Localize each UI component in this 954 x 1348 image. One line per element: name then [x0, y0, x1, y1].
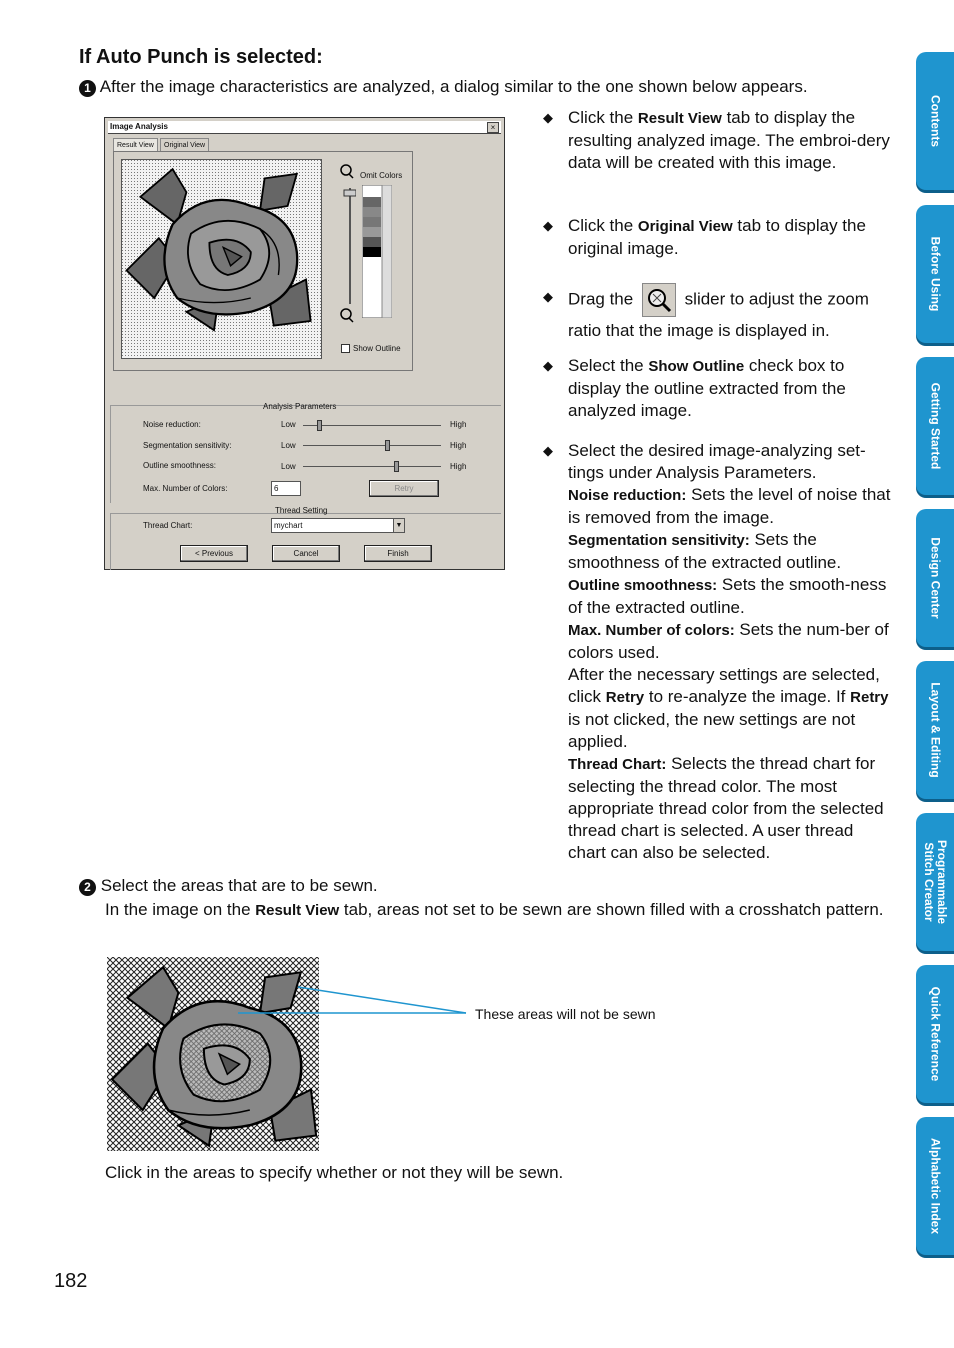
- side-tab-label: Getting Started: [928, 382, 943, 470]
- side-tab-design-center[interactable]: [916, 509, 954, 647]
- outline-smoothness-label: Outline smoothness:: [143, 461, 216, 470]
- segmentation-label: Segmentation sensitivity:: [143, 441, 232, 450]
- desc-noise-text: Sets the level of noise that is removed from the image.: [568, 485, 891, 527]
- bullet-4-bold: Show Outline: [648, 358, 745, 375]
- close-icon[interactable]: ×: [487, 122, 499, 133]
- diamond-bullet-icon: ◆: [543, 443, 553, 458]
- thread-chart-label: Thread Chart:: [143, 521, 193, 530]
- color-list[interactable]: [362, 185, 392, 318]
- finish-button[interactable]: Finish: [364, 545, 432, 562]
- desc-thread-chart-term: Thread Chart:: [568, 756, 667, 773]
- desc-max-colors-text: Sets the num-ber of colors used.: [568, 620, 889, 662]
- zoom-slider[interactable]: [336, 164, 356, 324]
- desc-noise-term: Noise reduction:: [568, 487, 687, 504]
- chevron-down-icon[interactable]: ▼: [393, 519, 404, 532]
- bullet-3-post: slider to adjust the zoom ratio that the image is displayed in.: [568, 289, 869, 340]
- bullet-zoom: [543, 283, 893, 339]
- desc-max-colors-term: Max. Number of colors:: [568, 622, 735, 639]
- bullet-show-outline: [543, 355, 893, 423]
- thread-chart-value: mychart: [274, 521, 303, 530]
- step-2: [79, 875, 378, 897]
- bullet-1-post: tab to display the resulting analyzed image. The embroi-dery data will be created with this image.: [568, 108, 890, 172]
- bullet-1-bold: Result View: [637, 110, 722, 127]
- desc-segmentation: [568, 529, 893, 574]
- step-2-post: tab, areas not set to be sewn are shown filled with a crosshatch pattern.: [339, 900, 884, 919]
- desc-outline: [568, 574, 893, 619]
- outline-smoothness-low: Low: [281, 462, 296, 471]
- desc-thread-chart: [568, 753, 893, 864]
- diamond-bullet-icon: ◆: [543, 358, 553, 373]
- desc-segmentation-term: Segmentation sensitivity:: [568, 532, 750, 549]
- tab-result-view[interactable]: Result View: [113, 138, 158, 152]
- side-tab-alphabetic-index[interactable]: [916, 1117, 954, 1255]
- diamond-bullet-icon: ◆: [543, 289, 553, 304]
- step-2-line1: Select the areas that are to be sewn.: [100, 876, 378, 895]
- outline-smoothness-slider[interactable]: [303, 466, 441, 467]
- desc-max-colors: [568, 619, 893, 664]
- analysis-params-title: Analysis Parameters: [263, 402, 337, 411]
- step-1-text: After the image characteristics are analyzed, a dialog similar to the one shown below appears.: [99, 77, 808, 96]
- bullet-analysis-params: [543, 440, 893, 860]
- retry-button[interactable]: Retry: [369, 480, 439, 497]
- image-analysis-dialog: [104, 117, 505, 570]
- noise-slider[interactable]: [303, 425, 441, 426]
- footer-instruction: Click in the areas to specify whether or not they will be sewn.: [105, 1163, 564, 1182]
- step-2-bold: Result View: [255, 902, 340, 919]
- callout-label: These areas will not be sewn: [475, 1006, 656, 1022]
- bullet-4-pre: Select the: [568, 356, 649, 375]
- desc-outline-term: Outline smoothness:: [568, 577, 718, 594]
- side-tab-label: Alphabetic Index: [928, 1137, 943, 1235]
- side-tab-quick-reference[interactable]: [916, 965, 954, 1103]
- cancel-button[interactable]: Cancel: [272, 545, 340, 562]
- desc-outline-text: Sets the smooth-ness of the extracted outline.: [568, 575, 887, 617]
- noise-low: Low: [281, 420, 296, 429]
- side-tab-label: Before Using: [928, 236, 943, 312]
- section-heading: If Auto Punch is selected:: [79, 46, 323, 68]
- outline-smoothness-slider-knob[interactable]: [394, 461, 399, 472]
- segmentation-slider[interactable]: [303, 445, 441, 446]
- bullet-2-post: tab to display the original image.: [568, 216, 866, 258]
- tab-original-view[interactable]: Original View: [160, 138, 209, 152]
- side-tab-programmable-stitch-creator[interactable]: [916, 813, 954, 951]
- bullet-1-pre: Click the: [568, 108, 638, 127]
- bullet-2-pre: Click the: [568, 216, 638, 235]
- bullet-4-post: check box to display the outline extracted from the analyzed image.: [568, 356, 846, 420]
- segmentation-high: High: [450, 441, 467, 450]
- desc-thread-chart-text: Selects the thread chart for selecting the thread color. The most appropriate thread color from the selected thread chart is selected. A user thread chart can also be selected.: [568, 754, 884, 862]
- step-2-number: 2: [79, 879, 96, 896]
- rose-image: [122, 160, 321, 358]
- noise-slider-knob[interactable]: [317, 420, 322, 431]
- side-tab-label: Programmable Stitch Creator: [922, 839, 949, 925]
- after-pre: After the necessary settings are selected, click: [568, 665, 880, 706]
- desc-after: [568, 664, 893, 753]
- omit-colors-label: Omit Colors: [360, 171, 403, 180]
- noise-high: High: [450, 420, 467, 429]
- bullet-2-bold: Original View: [637, 218, 733, 235]
- diamond-bullet-icon: ◆: [543, 110, 553, 125]
- show-outline-checkbox[interactable]: [341, 344, 401, 353]
- result-view-panel: [113, 151, 413, 371]
- page-number: 182: [54, 1270, 88, 1292]
- side-tab-label: Quick Reference: [928, 986, 943, 1082]
- bullet-5-text: Select the desired image-analyzing set-tings under Analysis Parameters.: [568, 441, 866, 482]
- noise-label: Noise reduction:: [143, 420, 201, 429]
- dialog-title: Image Analysis: [110, 122, 168, 131]
- desc-segmentation-text: Sets the smoothness of the extracted outline.: [568, 530, 842, 572]
- bullet-3-pre: Drag the: [568, 289, 638, 309]
- max-colors-spinner[interactable]: 6: [271, 481, 301, 496]
- side-tab-layout-editing[interactable]: [916, 661, 954, 799]
- side-tab-label: Design Center: [928, 537, 943, 619]
- step-1: [79, 76, 808, 98]
- after-mid: to re-analyze the image. If: [644, 687, 851, 706]
- outline-smoothness-high: High: [450, 462, 467, 471]
- show-outline-label: Show Outline: [353, 344, 401, 353]
- segmentation-slider-knob[interactable]: [385, 440, 390, 451]
- step-1-number: 1: [79, 80, 96, 97]
- desc-noise: [568, 484, 893, 529]
- side-tab-getting-started[interactable]: [916, 357, 954, 495]
- dialog-titlebar: [108, 121, 501, 134]
- zoom-slider-knob: [344, 190, 356, 196]
- side-tab-contents[interactable]: [916, 52, 954, 190]
- bullet-result-view: [543, 107, 893, 197]
- after-retry-1: Retry: [605, 689, 645, 706]
- max-colors-label: Max. Number of Colors:: [143, 484, 228, 493]
- zoom-icon: [642, 283, 676, 317]
- checkbox-box[interactable]: [341, 344, 350, 353]
- bullet-original-view: [543, 215, 893, 261]
- thread-setting-title: Thread Setting: [275, 506, 328, 515]
- analyzed-image: [121, 159, 322, 359]
- side-tab-label: Contents: [928, 95, 943, 147]
- step-2-detail: [105, 899, 895, 922]
- callout-lines: [230, 983, 470, 1023]
- thread-chart-select[interactable]: [271, 518, 405, 533]
- side-tab-before-using[interactable]: [916, 205, 954, 343]
- previous-button[interactable]: < Previous: [180, 545, 248, 562]
- segmentation-low: Low: [281, 441, 296, 450]
- after-post: is not clicked, the new settings are not applied.: [568, 710, 856, 751]
- step-2-pre: In the image on the: [105, 900, 256, 919]
- side-tab-label: Layout & Editing: [928, 682, 943, 778]
- diamond-bullet-icon: ◆: [543, 218, 553, 233]
- after-retry-2: Retry: [850, 689, 889, 706]
